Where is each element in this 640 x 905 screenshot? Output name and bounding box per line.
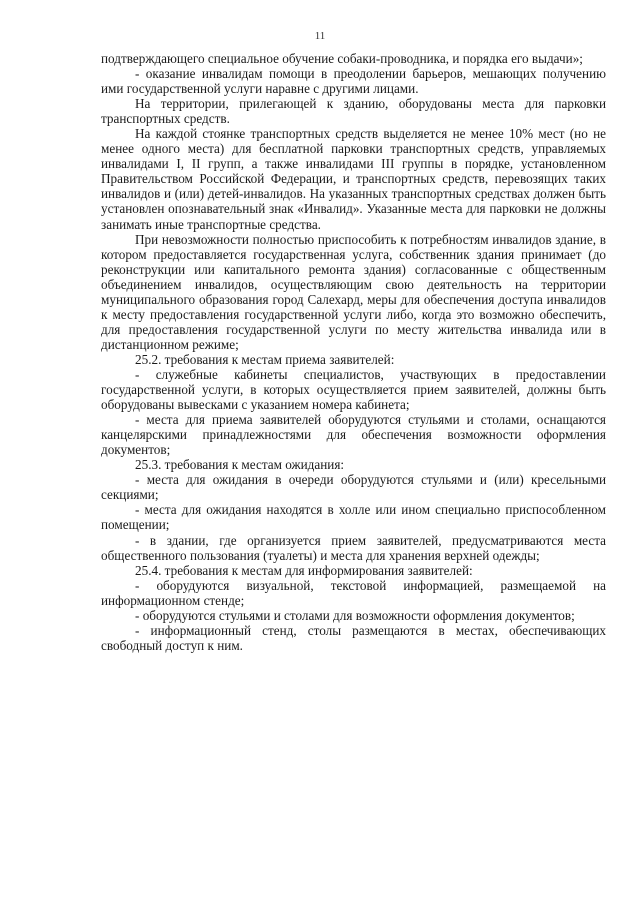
- paragraph-building-adaptation: При невозможности полностью приспособить к потребностям инвалидов здание, в котором предоставляется государственная услуга, собственник здания принимает (до реконструкции или капитального ремонта здания) согласованные с общественным объединением инвалидов, осуществляющим свою деятельность на территории муниципального образования город Салехард, меры для обеспечения доступа инвалидов к месту предоставления государственной услуги либо, когда это возможно обеспечить, для предоставления государственной услуги по месту жительства инвалида или в дистанционном режиме;: [101, 231, 606, 352]
- section-heading-25-2: 25.2. требования к местам приема заявителей:: [135, 351, 395, 367]
- paragraph-info-furniture: - оборудуются стульями и столами для возможности оформления документов;: [135, 607, 575, 623]
- paragraph-parking-territory: На территории, прилегающей к зданию, оборудованы места для парковки транспортных средств.: [101, 96, 606, 127]
- paragraph-public-facilities: - в здании, где организуется прием заявителей, предусматриваются места общественного пользования (туалеты) и места для хранения верхней одежды;: [101, 532, 606, 563]
- page-number: 11: [314, 30, 326, 42]
- paragraph-reception-furniture: - места для приема заявителей оборудуются стульями и столами, оснащаются канцелярскими принадлежностями для обеспечения возможности оформления документов;: [101, 412, 606, 458]
- paragraph-barrier-assistance: - оказание инвалидам помощи в преодолении барьеров, мешающих получению ими государственной услуги наравне с другими лицами.: [101, 66, 606, 97]
- paragraph-office-signage: - служебные кабинеты специалистов, участвующих в предоставлении государственной услуги, в которых осуществляется прием заявителей, должны быть оборудованы вывесками с указанием номера кабинета;: [101, 366, 606, 413]
- paragraph-free-access: - информационный стенд, столы размещаются в местах, обеспечивающих свободный доступ к ним.: [101, 622, 606, 653]
- paragraph-info-stand: - оборудуются визуальной, текстовой информацией, размещаемой на информационном стенде;: [101, 577, 606, 608]
- paragraph-waiting-seating: - места для ожидания в очереди оборудуются стульями и (или) кресельными секциями;: [101, 472, 606, 503]
- section-heading-25-4: 25.4. требования к местам для информирования заявителей:: [135, 562, 473, 578]
- section-heading-25-3: 25.3. требования к местам ожидания:: [135, 457, 345, 473]
- paragraph-disabled-parking: На каждой стоянке транспортных средств выделяется не менее 10% мест (но не менее одного места) для бесплатной парковки транспортных средств, управляемых инвалидами I, II групп, а также инвалидами III группы в порядке, установленном Правительством Российской Федерации, и транспортных средств, перевозящих таких инвалидов и (или) детей-инвалидов. На указанных транспортных средствах должен быть установлен опознавательный знак «Инвалид». Указанные места для парковки не должны занимать иные транспортные средства.: [101, 126, 606, 232]
- paragraph-waiting-hall: - места для ожидания находятся в холле или ином специально приспособленном помещении;: [101, 502, 606, 533]
- paragraph-guide-dog-continuation: подтверждающего специальное обучение собаки-проводника, и порядка его выдачи»;: [101, 51, 583, 66]
- document-body: [101, 51, 606, 653]
